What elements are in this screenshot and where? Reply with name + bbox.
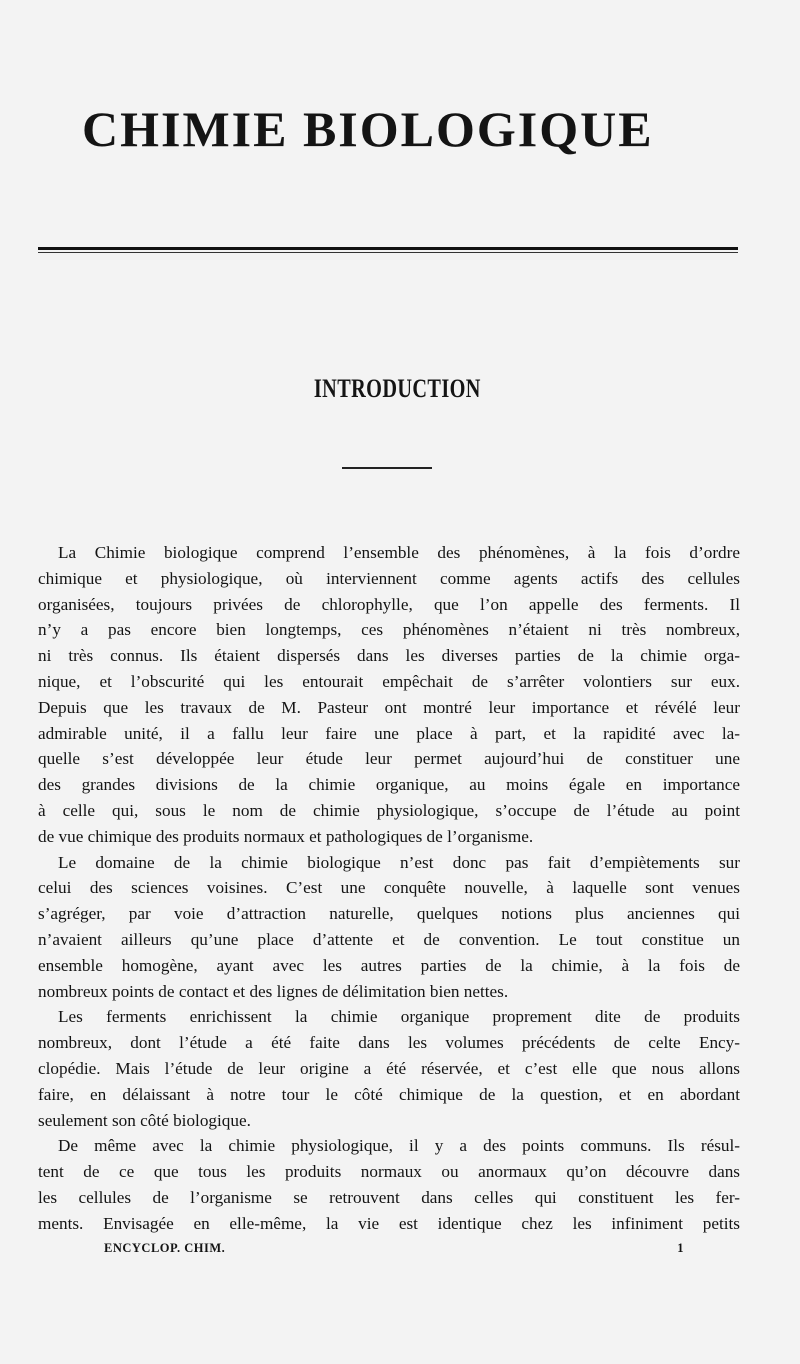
section-rule [342, 467, 432, 469]
text-line: De même avec la chimie physiologique, il y a des points communs. Ils résul- [58, 1136, 740, 1156]
text-line: à celle qui, sous le nom de chimie physiologique, s’occupe de l’étude au point [38, 800, 740, 820]
text-line: nique, et l’obscurité qui les entourait empêchait de s’arrêter volontiers sur eux. [38, 671, 740, 691]
text-line: La Chimie biologique comprend l’ensemble des phénomènes, à la fois d’ordre [58, 543, 740, 562]
title-rule-thick [38, 247, 738, 250]
text-line: organisées, toujours privées de chlorophylle, que l’on appelle des ferments. Il [38, 594, 740, 614]
text-line: clopédie. Mais l’étude de leur origine a été réservée, et c’est elle que nous allons [38, 1058, 740, 1078]
text-line: nombreux, dont l’étude a été faite dans les volumes précédents de celte Ency- [38, 1033, 740, 1053]
footer-page-number: 1 [677, 1241, 684, 1255]
text-line: ensemble homogène, ayant avec les autres parties de la chimie, à la fois de [38, 955, 740, 975]
text-line: de vue chimique des produits normaux et pathologiques de l’organisme. [38, 826, 534, 846]
page-title: CHIMIE BIOLOGIQUE [82, 101, 654, 157]
body-text [38, 540, 740, 1237]
text-line: quelle s’est développée leur étude leur permet aujourd’hui de constituer une [38, 749, 740, 769]
section-heading: INTRODUCTION [313, 374, 481, 403]
text-line: tent de ce que tous les produits normaux ou anormaux qu’on découvre dans [38, 1162, 740, 1182]
footer-signature: ENCYCLOP. CHIM. [104, 1241, 226, 1255]
text-line: n’avaient ailleurs qu’une place d’attente et de convention. Le tout constitue un [38, 929, 740, 949]
text-line: les cellules de l’organisme se retrouvent dans celles qui constituent les fer- [38, 1187, 740, 1207]
text-line: chimique et physiologique, où interviennent comme agents actifs des cellules [38, 568, 740, 588]
title-rule-thin [38, 252, 738, 253]
text-line: s’agréger, par voie d’attraction naturelle, quelques notions plus anciennes qui [38, 904, 740, 924]
text-line: nombreux points de contact et des lignes de délimitation bien nettes. [38, 981, 509, 1001]
text-line: Le domaine de la chimie biologique n’est donc pas fait d’empiètements sur [58, 852, 740, 872]
text-line: des grandes divisions de la chimie organique, au moins égale en importance [38, 775, 740, 795]
text-line: admirable unité, il a fallu leur faire une place à part, et la rapidité avec la- [38, 723, 740, 743]
text-line: faire, en délaissant à notre tour le côté chimique de la question, et en abordant [38, 1084, 740, 1104]
text-line: ments. Envisagée en elle-même, la vie est identique chez les infiniment petits [38, 1213, 740, 1233]
text-line: seulement son côté biologique. [38, 1110, 251, 1130]
text-line: celui des sciences voisines. C’est une conquête nouvelle, à laquelle sont venues [38, 878, 740, 898]
text-line: ni très connus. Ils étaient dispersés dans les diverses parties de la chimie orga- [38, 646, 740, 666]
text-line: Depuis que les travaux de M. Pasteur ont montré leur importance et révélé leur [38, 697, 740, 717]
text-line: Les ferments enrichissent la chimie organique proprement dite de produits [58, 1007, 740, 1027]
text-line: n’y a pas encore bien longtemps, ces phénomènes n’étaient ni très nombreux, [38, 620, 740, 640]
page-footer [104, 1241, 684, 1257]
